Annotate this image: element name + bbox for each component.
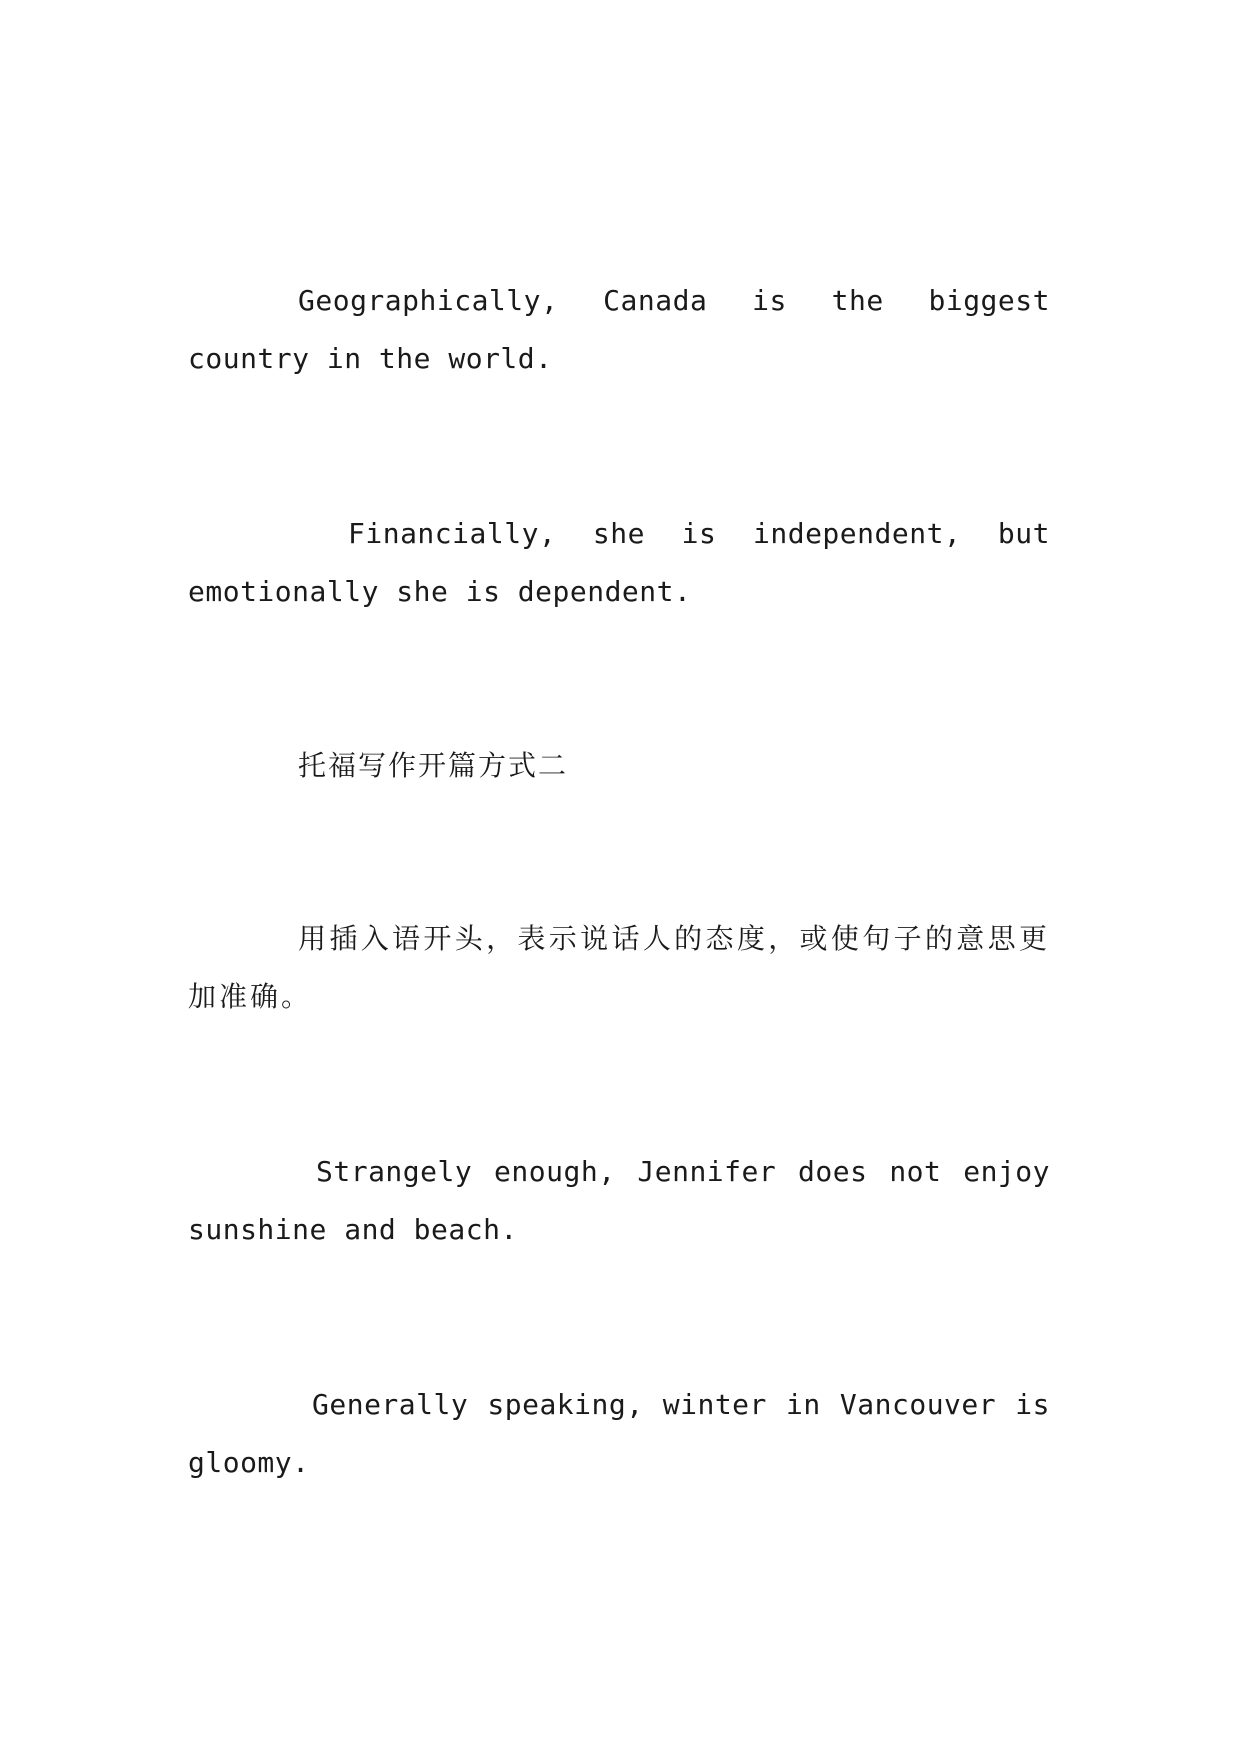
- paragraph-chinese-explanation: 用插入语开头，表示说话人的态度，或使句子的意思更加准确。: [188, 922, 1050, 1013]
- paragraph-strangely: Strangely enough, Jennifer does not enjoy sunshine and beach.: [188, 1155, 1050, 1246]
- paragraph-financially: Financially, she is independent, but emotionally she is dependent.: [188, 517, 1050, 608]
- section-heading: 托福写作开篇方式二: [298, 749, 569, 782]
- paragraph-generally: Generally speaking, winter in Vancouver is gloomy.: [188, 1388, 1050, 1479]
- paragraph-geographically: Geographically, Canada is the biggest country in the world.: [188, 284, 1050, 375]
